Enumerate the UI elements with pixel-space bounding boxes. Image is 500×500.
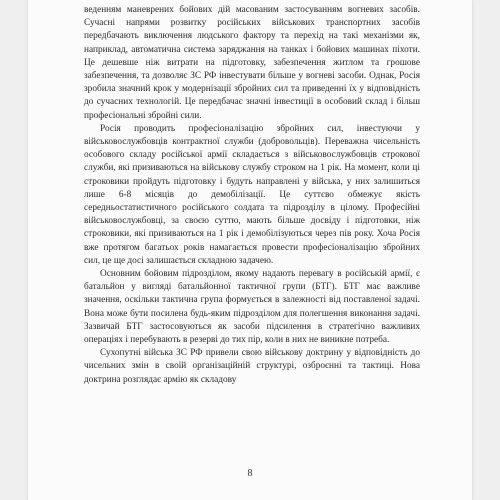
body-text [84, 4, 420, 387]
paragraph-2: Росія проводить професіоналізацію збройних сил, інвестуючи у військовослужбовців контрактної служби (добровольців). Переважна чисельність особового складу російської армії складається з військовослужбовців строкової служби, які призиваються на військову службу строком на 1 рік. На момент, коли ці строковики пройдуть підготовку і будуть направлені у війська, у них залишиться лише 6-8 місяців до демобілізації. Це суттєво обмежує якість середньостатистичного російського солдата та підрозділу в цілому. Професійні військовослужбовці, за своєю суттю, мають більше досвіду і підготовки, ніж строковики, які призиваються на 1 рік і демобілізуються через пів року. Хоча Росія вже протягом багатьох років намагається провести професіоналізацію збройних сил, це ще досі залишається складною задачею. [84, 123, 420, 266]
page-number: 8 [247, 468, 253, 479]
paragraph-4: Сухопутні війська ЗС РФ привели свою військову доктрину у відповідність до чисельних змін в своїй організаційній структурі, озброєнні та тактиці. Нова доктрина розглядає армію як складову [84, 348, 420, 385]
paragraph-1: веденням маневрених бойових дій масованим застосуванням вогневих засобів. Сучасні напрями розвитку російських військових транспортних засобів передбачають виключення людського фактору та перехід на такі механізми як, наприклад, автоматична система заряджання на танках і бойових машинах піхоти. Це дешевше ніж витрати на підготовку, забезпечення житлом та грошове забезпечення, та дозволяє ЗС РФ інвестувати більше у вогневі засоби. Однак, Росія зробила значний крок у модернізації збройних сил та приведенні їх у відповідність до сучасних технологій. Це передбачає значні інвестиції в особовий склад і більш професіональні збройні сили. [84, 5, 420, 121]
paragraph-3: Основним бойовим підрозділом, якому надають перевагу в російській армії, є батальйон у вигляді батальйонної тактичної групи (БТГ). БТГ має важливе значення, оскільки тактична група формується в залежності від поставленої задачі. Вона може бути посилена будь-яким підрозділом для полегшення виконання задачі. Зазвичай БТГ застосовуються як засоби підсилення в стратегічно важливих операціях і перебувають в резерві до тих пір, коли в них не виникне потреба. [84, 269, 420, 346]
